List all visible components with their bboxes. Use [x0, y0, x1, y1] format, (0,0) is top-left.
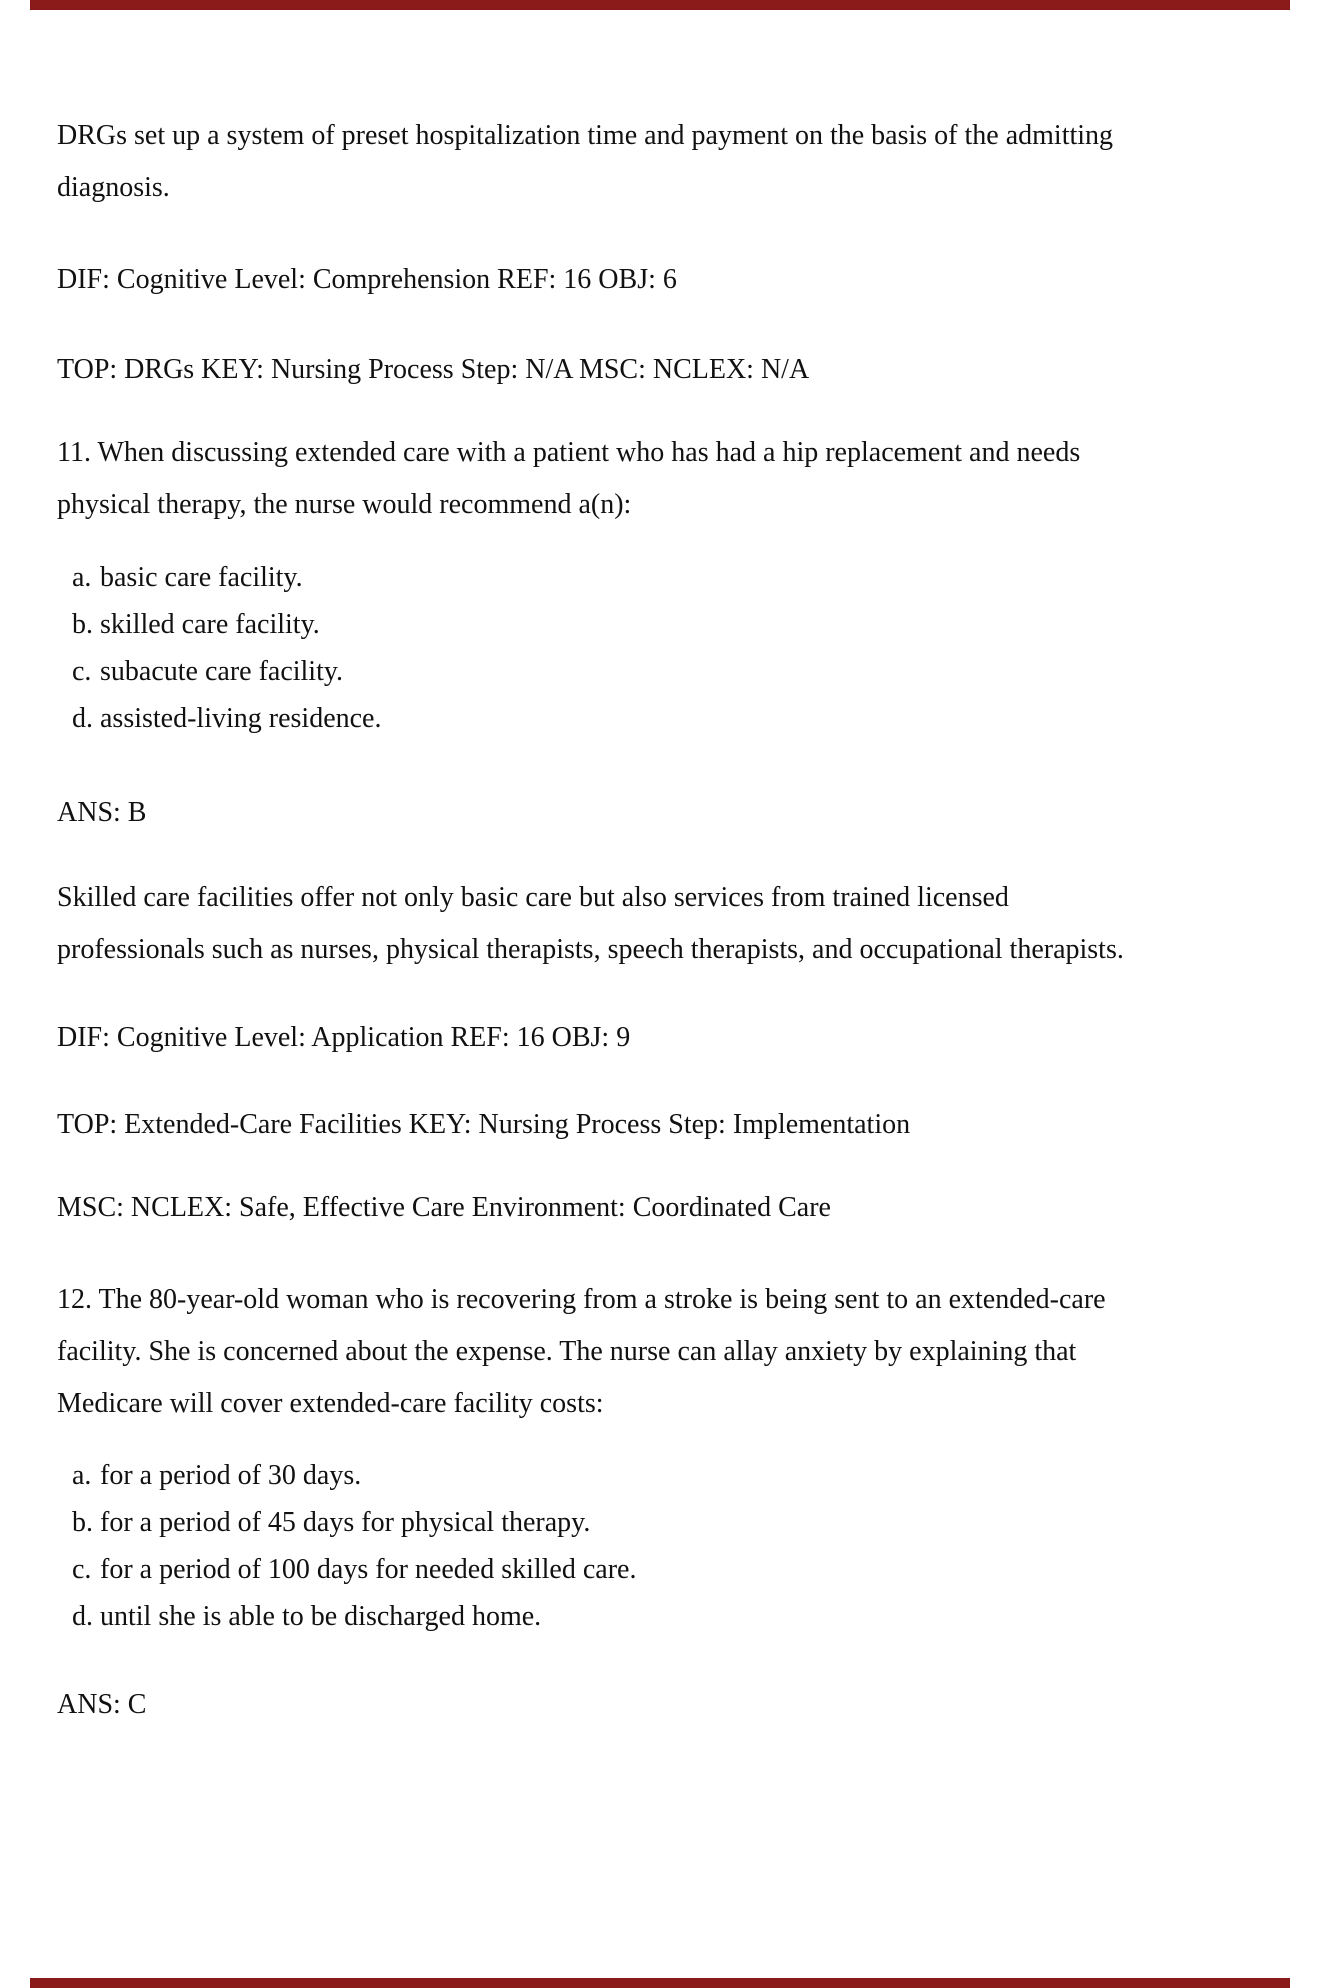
- text-line: Medicare will cover extended-care facility costs:: [57, 1388, 604, 1419]
- meta-dif-line: [57, 254, 677, 306]
- question-11-options: [72, 554, 381, 742]
- text-line: TOP: DRGs KEY: Nursing Process Step: N/A MSC: NCLEX: N/A: [57, 354, 810, 385]
- bottom-border-bar: [30, 1978, 1290, 1988]
- text-line: DRGs set up a system of preset hospitalization time and payment on the basis of the admitting: [57, 120, 1114, 151]
- meta-msc-line: [57, 1182, 831, 1234]
- question-12-options: [72, 1452, 636, 1640]
- option-letter: a.: [72, 562, 92, 593]
- text-line: 12. The 80-year-old woman who is recovering from a stroke is being sent to an extended-care: [57, 1284, 1106, 1315]
- option-a: [72, 554, 381, 601]
- option-text: subacute care facility.: [100, 656, 344, 687]
- answer-12: [57, 1679, 146, 1731]
- meta-top-line-2: [57, 1099, 910, 1151]
- text-line: Skilled care facilities offer not only basic care but also services from trained licensed: [57, 882, 1009, 913]
- text-line: facility. She is concerned about the expense. The nurse can allay anxiety by explaining that: [57, 1336, 1077, 1367]
- text-line: ANS: B: [57, 797, 147, 828]
- meta-top-line: [57, 344, 809, 396]
- option-letter: b.: [72, 1507, 93, 1538]
- text-line: professionals such as nurses, physical therapists, speech therapists, and occupational therapists.: [57, 934, 1124, 965]
- option-text: for a period of 100 days for needed skilled care.: [100, 1554, 637, 1585]
- option-c: [72, 648, 381, 695]
- answer-11: [57, 787, 146, 839]
- option-text: skilled care facility.: [100, 609, 320, 640]
- text-line: ANS: C: [57, 1689, 147, 1720]
- option-letter: d.: [72, 703, 93, 734]
- question-12: [57, 1274, 1106, 1430]
- option-c: [72, 1546, 636, 1593]
- text-line: TOP: Extended-Care Facilities KEY: Nursing Process Step: Implementation: [57, 1109, 911, 1140]
- option-letter: c.: [72, 1554, 92, 1585]
- option-text: until she is able to be discharged home.: [100, 1601, 542, 1632]
- text-line: diagnosis.: [57, 172, 170, 203]
- option-letter: b.: [72, 609, 93, 640]
- meta-dif-line-2: [57, 1012, 630, 1064]
- question-11: [57, 427, 1080, 531]
- option-b: [72, 601, 381, 648]
- option-letter: a.: [72, 1460, 92, 1491]
- option-letter: c.: [72, 656, 92, 687]
- option-text: assisted-living residence.: [100, 703, 382, 734]
- option-d: [72, 695, 381, 742]
- text-line: 11. When discussing extended care with a patient who has had a hip replacement and needs: [57, 437, 1081, 468]
- text-line: physical therapy, the nurse would recommend a(n):: [57, 489, 632, 520]
- option-text: for a period of 30 days.: [100, 1460, 362, 1491]
- option-b: [72, 1499, 636, 1546]
- top-border-bar: [30, 0, 1290, 10]
- option-a: [72, 1452, 636, 1499]
- text-line: DIF: Cognitive Level: Application REF: 16 OBJ: 9: [57, 1022, 631, 1053]
- option-text: for a period of 45 days for physical therapy.: [100, 1507, 591, 1538]
- option-letter: d.: [72, 1601, 93, 1632]
- text-line: MSC: NCLEX: Safe, Effective Care Environment: Coordinated Care: [57, 1192, 831, 1223]
- rationale-paragraph: [57, 872, 1124, 976]
- paragraph-drgs: [57, 110, 1113, 214]
- text-line: DIF: Cognitive Level: Comprehension REF: 16 OBJ: 6: [57, 264, 677, 295]
- option-text: basic care facility.: [100, 562, 303, 593]
- option-d: [72, 1593, 636, 1640]
